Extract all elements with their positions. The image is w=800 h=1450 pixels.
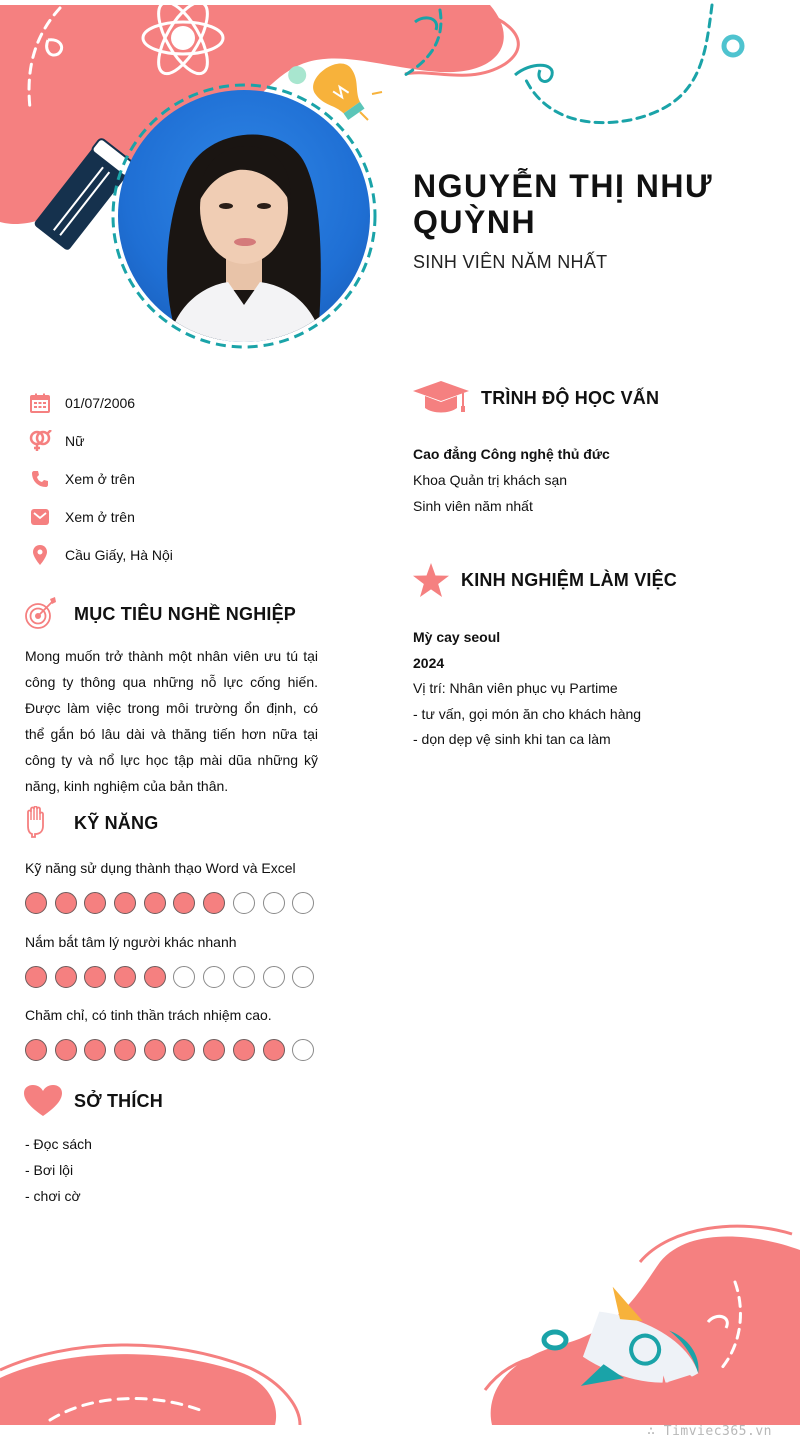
objective-title: MỤC TIÊU NGHỀ NGHIỆP	[74, 603, 297, 624]
education-details	[413, 441, 610, 519]
education-school: Cao đẳng Công nghệ thủ đức	[413, 446, 610, 462]
education-status: Sinh viên năm nhất	[413, 498, 533, 514]
contact-birthdate	[28, 384, 328, 422]
skill-item	[25, 1002, 325, 1076]
target-icon	[24, 597, 60, 631]
candidate-name	[413, 168, 773, 240]
email-icon	[28, 505, 52, 529]
rating-dot-filled	[173, 1039, 195, 1061]
rating-dot-filled	[144, 1039, 166, 1061]
rating-dot-filled	[203, 892, 225, 914]
skill-item	[25, 929, 325, 1003]
rating-dot-filled	[233, 1039, 255, 1061]
contact-address-value: Cầu Giấy, Hà Nội	[65, 547, 173, 563]
skill-rating	[25, 966, 325, 988]
rating-dot-empty	[173, 966, 195, 988]
star-icon	[413, 563, 449, 597]
rating-dot-empty	[263, 892, 285, 914]
rating-dot-filled	[114, 966, 136, 988]
objective-section-title	[24, 597, 296, 631]
contact-birthdate-value: 01/07/2006	[65, 395, 136, 411]
education-section-title	[413, 381, 659, 415]
calendar-icon	[28, 391, 52, 415]
contact-phone	[28, 460, 328, 498]
experience-year: 2024	[413, 654, 445, 671]
contact-address	[28, 536, 328, 574]
rating-dot-filled	[84, 966, 106, 988]
rating-dot-filled	[25, 892, 47, 914]
avatar	[118, 90, 370, 342]
rating-dot-filled	[114, 892, 136, 914]
education-title: TRÌNH ĐỘ HỌC VẤN	[481, 387, 660, 408]
skill-rating	[25, 1039, 325, 1061]
contact-phone-value: Xem ở trên	[65, 471, 135, 487]
hobbies-section-title	[24, 1085, 163, 1117]
rating-dot-filled	[55, 1039, 77, 1061]
rating-dot-filled	[25, 966, 47, 988]
rating-dot-filled	[84, 892, 106, 914]
rating-dot-empty	[263, 966, 285, 988]
skill-name: Nắm bắt tâm lý người khác nhanh	[25, 933, 237, 950]
rating-dot-filled	[263, 1039, 285, 1061]
rating-dot-empty	[292, 892, 314, 914]
contact-list	[28, 384, 328, 574]
contact-gender	[28, 422, 328, 460]
name-line-2: QUỲNH	[413, 204, 537, 240]
rating-dot-empty	[233, 966, 255, 988]
phone-icon	[28, 467, 52, 491]
experience-company: Mỳ cay seoul	[413, 629, 501, 645]
watermark: ∴ Timviec365.vn	[647, 1424, 772, 1439]
education-faculty: Khoa Quản trị khách sạn	[413, 472, 568, 488]
rating-dot-empty	[233, 892, 255, 914]
experience-duty: - tư vấn, gọi món ăn cho khách hàng	[413, 705, 642, 722]
skill-name: Chăm chỉ, có tinh thần trách nhiệm cao.	[25, 1007, 272, 1023]
profile-photo-frame	[108, 80, 380, 352]
hobby-item: - chơi cờ	[25, 1188, 81, 1204]
location-pin-icon	[28, 543, 52, 567]
name-line-1: NGUYỄN THỊ NHƯ	[413, 168, 713, 204]
gender-icon	[28, 429, 52, 453]
skill-name: Kỹ năng sử dụng thành thạo Word và Excel	[25, 860, 296, 876]
hobbies-title: SỞ THÍCH	[74, 1090, 163, 1111]
experience-details	[413, 625, 641, 753]
objective-text: Mong muốn trở thành một nhân viên ưu tú tại công ty thông qua những nỗ lực cống hiến. Được làm việc trong môi trường ổn định, có thể gắn bó lâu dài và thăng tiến hơn nữa tại công ty và nổ lực học tập mài dũa những kỹ năng, kinh nghiệm của bản thân.	[25, 648, 318, 794]
rating-dot-filled	[55, 966, 77, 988]
experience-position: Vị trí: Nhân viên phục vụ Partime	[413, 680, 618, 696]
skills-section-title	[24, 806, 158, 840]
rating-dot-filled	[173, 892, 195, 914]
candidate-subtitle: SINH VIÊN NĂM NHẤT	[413, 252, 608, 272]
rating-dot-filled	[144, 892, 166, 914]
rating-dot-filled	[84, 1039, 106, 1061]
heart-icon	[24, 1085, 62, 1117]
contact-email-value: Xem ở trên	[65, 509, 135, 525]
experience-title: KINH NGHIỆM LÀM VIỆC	[461, 569, 678, 590]
rating-dot-filled	[203, 1039, 225, 1061]
contact-gender-value: Nữ	[65, 433, 85, 449]
skill-rating	[25, 892, 325, 914]
graduation-cap-icon	[413, 381, 469, 415]
skill-item	[25, 855, 325, 929]
rating-dot-empty	[292, 966, 314, 988]
rating-dot-filled	[25, 1039, 47, 1061]
rating-dot-empty	[203, 966, 225, 988]
hand-icon	[24, 806, 60, 840]
rating-dot-filled	[144, 966, 166, 988]
hobby-item: - Bơi lội	[25, 1162, 74, 1178]
experience-duty: - dọn dẹp vệ sinh khi tan ca làm	[413, 731, 611, 747]
rating-dot-filled	[55, 892, 77, 914]
rating-dot-filled	[114, 1039, 136, 1061]
experience-section-title	[413, 563, 677, 597]
skills-list	[25, 855, 325, 1076]
hobby-item: - Đọc sách	[25, 1136, 92, 1152]
hobbies-list	[25, 1131, 92, 1209]
rating-dot-empty	[292, 1039, 314, 1061]
contact-email	[28, 498, 328, 536]
skills-title: KỸ NĂNG	[74, 812, 159, 833]
